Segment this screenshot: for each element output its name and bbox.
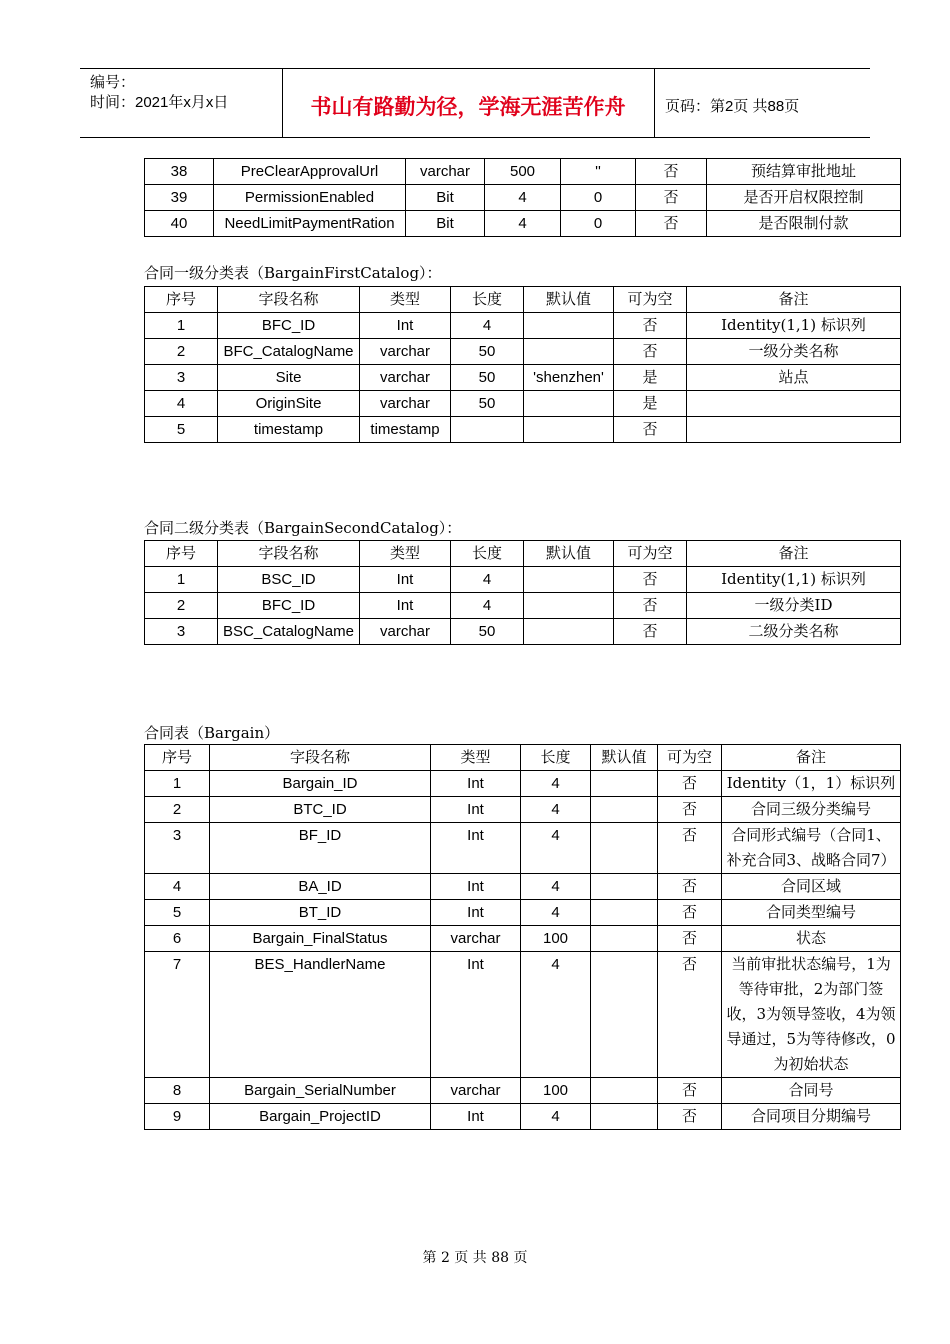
header-seq: 序号	[145, 745, 210, 771]
cell-type: Int	[431, 1104, 521, 1130]
table-bargain-body	[145, 771, 901, 1130]
header-field-name: 字段名称	[210, 745, 431, 771]
cell-field-name: PreClearApprovalUrl	[214, 159, 406, 185]
header-default: 默认值	[524, 287, 614, 313]
table-bargain	[144, 744, 901, 1130]
cell-field-name: Bargain_SerialNumber	[210, 1078, 431, 1104]
header-length: 长度	[451, 541, 524, 567]
cell-type: Int	[431, 900, 521, 926]
cell-remark: Identity(1,1) 标识列	[687, 313, 901, 339]
cell-type: Int	[431, 797, 521, 823]
cell-remark: 站点	[687, 365, 901, 391]
cell-seq: 2	[145, 593, 218, 619]
cell-field-name: BFC_ID	[218, 313, 360, 339]
cell-field-name: BFC_ID	[218, 593, 360, 619]
cell-nullable: 否	[658, 823, 722, 874]
cell-remark: 合同项目分期编号	[722, 1104, 901, 1130]
header-type: 类型	[360, 541, 451, 567]
cell-length: 4	[521, 771, 591, 797]
cell-field-name: BSC_CatalogName	[218, 619, 360, 645]
cell-remark: 预结算审批地址	[707, 159, 901, 185]
cell-type: Int	[431, 874, 521, 900]
cell-type: timestamp	[360, 417, 451, 443]
cell-remark: Identity（1，1）标识列	[722, 771, 901, 797]
cell-length: 50	[451, 365, 524, 391]
cell-default: 0	[561, 185, 636, 211]
table-second-catalog	[144, 540, 901, 645]
cell-nullable: 否	[614, 619, 687, 645]
cell-seq: 6	[145, 926, 210, 952]
header-nullable: 可为空	[658, 745, 722, 771]
header-motto-cell	[282, 69, 655, 137]
header-seq: 序号	[145, 287, 218, 313]
cell-seq: 4	[145, 391, 218, 417]
header-field-name: 字段名称	[218, 287, 360, 313]
cell-seq: 8	[145, 1078, 210, 1104]
cell-default	[524, 339, 614, 365]
cell-remark	[687, 391, 901, 417]
header-type: 类型	[431, 745, 521, 771]
cell-remark: 合同三级分类编号	[722, 797, 901, 823]
table-header-row	[145, 745, 901, 771]
cell-seq: 1	[145, 313, 218, 339]
cell-length: 50	[451, 391, 524, 417]
header-remark: 备注	[687, 541, 901, 567]
table-row	[145, 952, 901, 1078]
cell-length: 4	[451, 567, 524, 593]
cell-nullable: 否	[614, 339, 687, 365]
header-type: 类型	[360, 287, 451, 313]
cell-length: 4	[521, 1104, 591, 1130]
cell-type: varchar	[360, 619, 451, 645]
header-length: 长度	[451, 287, 524, 313]
page-info: 页码：第2页 共88页	[665, 98, 800, 115]
cell-seq: 40	[145, 211, 214, 237]
cell-length: 4	[521, 900, 591, 926]
header-nullable: 可为空	[614, 287, 687, 313]
cell-seq: 7	[145, 952, 210, 1078]
cell-remark: 当前审批状态编号，1为等待审批，2为部门签收，3为领导签收，4为领导通过，5为等待修改，0为初始状态	[722, 952, 901, 1078]
cell-field-name: Bargain_FinalStatus	[210, 926, 431, 952]
table-bargain-header	[145, 745, 901, 771]
cell-field-name: Bargain_ID	[210, 771, 431, 797]
cell-remark	[687, 417, 901, 443]
cell-nullable: 否	[658, 771, 722, 797]
cell-remark: 是否限制付款	[707, 211, 901, 237]
cell-length: 4	[485, 211, 561, 237]
cell-seq: 1	[145, 567, 218, 593]
cell-type: Int	[431, 771, 521, 797]
cell-default: 0	[561, 211, 636, 237]
cell-type: Bit	[406, 211, 485, 237]
cell-type: Bit	[406, 185, 485, 211]
cell-nullable: 否	[636, 211, 707, 237]
cell-length: 100	[521, 1078, 591, 1104]
cell-default	[591, 823, 658, 874]
cell-field-name: BFC_CatalogName	[218, 339, 360, 365]
table-row	[145, 926, 901, 952]
cell-length: 4	[521, 797, 591, 823]
cell-type: varchar	[360, 365, 451, 391]
table-row	[145, 797, 901, 823]
cell-nullable: 否	[658, 874, 722, 900]
header-remark: 备注	[687, 287, 901, 313]
page-footer: 第 2 页 共 88 页	[422, 1250, 528, 1266]
cell-field-name: BF_ID	[210, 823, 431, 874]
table-row	[145, 1104, 901, 1130]
table-first-catalog	[144, 286, 901, 443]
cell-default	[524, 567, 614, 593]
header-default: 默认值	[591, 745, 658, 771]
cell-default: ''	[561, 159, 636, 185]
cell-length	[451, 417, 524, 443]
cell-length: 500	[485, 159, 561, 185]
table-row	[145, 211, 901, 237]
cell-default	[591, 952, 658, 1078]
cell-seq: 9	[145, 1104, 210, 1130]
cell-default	[524, 619, 614, 645]
cell-field-name: Bargain_ProjectID	[210, 1104, 431, 1130]
cell-field-name: BES_HandlerName	[210, 952, 431, 1078]
cell-type: varchar	[431, 926, 521, 952]
cell-seq: 5	[145, 900, 210, 926]
cell-length: 100	[521, 926, 591, 952]
caption-first-catalog: 合同一级分类表（BargainFirstCatalog）：	[144, 264, 442, 282]
table-row	[145, 339, 901, 365]
cell-nullable: 否	[658, 952, 722, 1078]
cell-remark: 合同区域	[722, 874, 901, 900]
cell-nullable: 否	[614, 313, 687, 339]
cell-length: 4	[521, 874, 591, 900]
cell-nullable: 否	[658, 926, 722, 952]
table-header-row	[145, 541, 901, 567]
cell-nullable: 否	[636, 159, 707, 185]
cell-default	[591, 1104, 658, 1130]
header-page-cell	[655, 69, 870, 137]
cell-default	[591, 874, 658, 900]
cell-type: varchar	[360, 339, 451, 365]
cell-type: varchar	[406, 159, 485, 185]
cell-seq: 2	[145, 797, 210, 823]
cell-default	[524, 391, 614, 417]
cell-field-name: NeedLimitPaymentRation	[214, 211, 406, 237]
header-remark: 备注	[722, 745, 901, 771]
caption-bargain: 合同表（Bargain）	[144, 724, 280, 742]
table-row	[145, 567, 901, 593]
table-second-catalog-header	[145, 541, 901, 567]
cell-remark: 合同形式编号（合同1、补充合同3、战略合同7）	[722, 823, 901, 874]
cell-nullable: 否	[658, 1078, 722, 1104]
cell-default	[524, 313, 614, 339]
header-length: 长度	[521, 745, 591, 771]
cell-type: Int	[360, 567, 451, 593]
cell-nullable: 否	[614, 567, 687, 593]
table-second-catalog-body	[145, 567, 901, 645]
table-first-catalog-body	[145, 313, 901, 443]
cell-nullable: 否	[614, 417, 687, 443]
cell-seq: 2	[145, 339, 218, 365]
table-prev-body	[145, 159, 901, 237]
cell-nullable: 否	[658, 900, 722, 926]
cell-default	[591, 926, 658, 952]
cell-field-name: BA_ID	[210, 874, 431, 900]
cell-length: 50	[451, 619, 524, 645]
cell-length: 50	[451, 339, 524, 365]
table-header-row	[145, 287, 901, 313]
table-row	[145, 593, 901, 619]
table-row	[145, 771, 901, 797]
table-row	[145, 874, 901, 900]
cell-seq: 39	[145, 185, 214, 211]
cell-remark: 合同类型编号	[722, 900, 901, 926]
cell-field-name: Site	[218, 365, 360, 391]
cell-remark: 状态	[722, 926, 901, 952]
cell-field-name: BTC_ID	[210, 797, 431, 823]
header-field-name: 字段名称	[218, 541, 360, 567]
cell-nullable: 否	[658, 797, 722, 823]
cell-type: varchar	[431, 1078, 521, 1104]
cell-default	[591, 797, 658, 823]
table-row	[145, 159, 901, 185]
cell-field-name: timestamp	[218, 417, 360, 443]
cell-field-name: BT_ID	[210, 900, 431, 926]
cell-field-name: PermissionEnabled	[214, 185, 406, 211]
cell-remark: 合同号	[722, 1078, 901, 1104]
table-row	[145, 823, 901, 874]
cell-nullable: 是	[614, 391, 687, 417]
cell-type: varchar	[360, 391, 451, 417]
cell-remark: 是否开启权限控制	[707, 185, 901, 211]
cell-remark: 一级分类ID	[687, 593, 901, 619]
cell-default	[524, 593, 614, 619]
caption-second-catalog: 合同二级分类表（BargainSecondCatalog）：	[144, 519, 462, 537]
cell-default: 'shenzhen'	[524, 365, 614, 391]
cell-type: Int	[431, 952, 521, 1078]
cell-type: Int	[360, 313, 451, 339]
cell-seq: 3	[145, 823, 210, 874]
motto: 书山有路勤为径，学海无涯苦作舟	[310, 95, 626, 119]
header-nullable: 可为空	[614, 541, 687, 567]
code-label: 编号：	[90, 74, 136, 91]
cell-length: 4	[521, 952, 591, 1078]
cell-seq: 3	[145, 619, 218, 645]
table-row	[145, 619, 901, 645]
header-meta	[80, 69, 283, 137]
cell-nullable: 否	[636, 185, 707, 211]
cell-nullable: 否	[658, 1104, 722, 1130]
table-row	[145, 417, 901, 443]
page-header	[80, 68, 870, 138]
cell-type: Int	[431, 823, 521, 874]
table-row	[145, 313, 901, 339]
table-row	[145, 1078, 901, 1104]
cell-default	[591, 900, 658, 926]
cell-remark: 一级分类名称	[687, 339, 901, 365]
table-first-catalog-header	[145, 287, 901, 313]
cell-default	[591, 1078, 658, 1104]
cell-length: 4	[521, 823, 591, 874]
cell-nullable: 是	[614, 365, 687, 391]
cell-seq: 1	[145, 771, 210, 797]
time-label: 时间：2021年x月x日	[90, 94, 229, 111]
table-prev	[144, 158, 901, 237]
cell-seq: 3	[145, 365, 218, 391]
table-row	[145, 900, 901, 926]
cell-field-name: OriginSite	[218, 391, 360, 417]
cell-seq: 5	[145, 417, 218, 443]
cell-default	[524, 417, 614, 443]
cell-type: Int	[360, 593, 451, 619]
header-default: 默认值	[524, 541, 614, 567]
cell-length: 4	[451, 313, 524, 339]
cell-length: 4	[485, 185, 561, 211]
table-row	[145, 365, 901, 391]
cell-seq: 38	[145, 159, 214, 185]
cell-length: 4	[451, 593, 524, 619]
cell-seq: 4	[145, 874, 210, 900]
cell-field-name: BSC_ID	[218, 567, 360, 593]
table-row	[145, 185, 901, 211]
cell-default	[591, 771, 658, 797]
table-row	[145, 391, 901, 417]
cell-nullable: 否	[614, 593, 687, 619]
header-seq: 序号	[145, 541, 218, 567]
cell-remark: Identity(1,1) 标识列	[687, 567, 901, 593]
cell-remark: 二级分类名称	[687, 619, 901, 645]
